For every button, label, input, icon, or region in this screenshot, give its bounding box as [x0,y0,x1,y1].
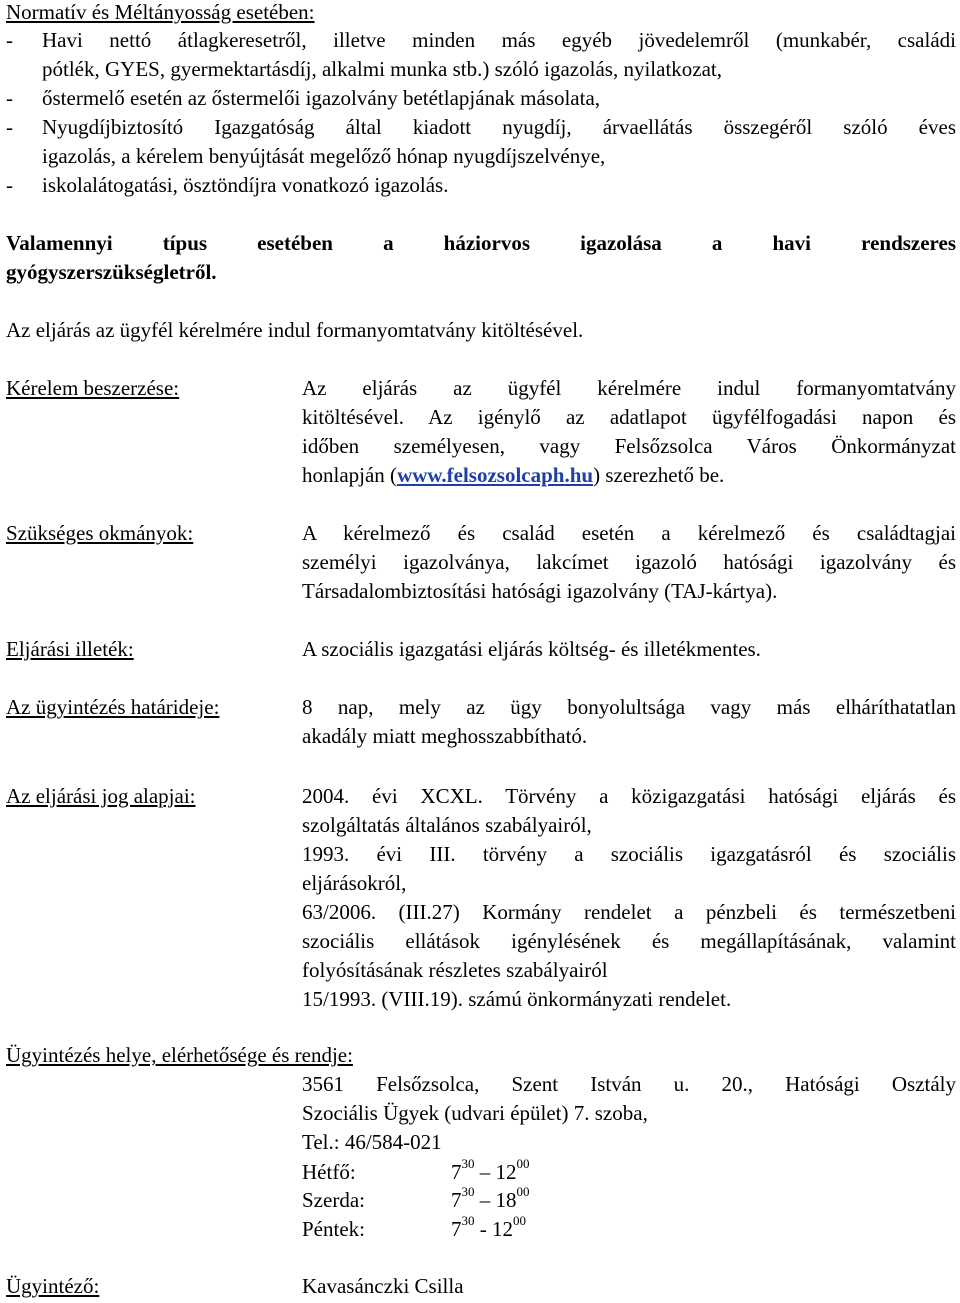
deadline-label: Az ügyintézés határideje: [6,695,220,719]
bullet-dash: - [6,28,13,52]
list-item-text: iskolalátogatási, ösztöndíjra vonatkozó igazolás. [42,173,449,197]
address-line-2: Szociális Ügyek (udvari épület) 7. szoba, [302,1101,648,1125]
phone-number: Tel.: 46/584-021 [302,1130,442,1154]
hours-time: $7^{30} - 12^{00}$ [451,1213,526,1241]
hours-time: $7^{30} - 12^{00}$ [451,1156,530,1184]
gp-certificate-note-cont: gyógyszerszükségletről. [6,260,217,284]
documents-label: Szükséges okmányok: [6,521,194,545]
section-title: Normatív és Méltányosság esetében: [6,0,315,24]
list-item-text: Havi nettó átlagkeresetről, illetve minden más egyéb jövedelemről (munkabér, családi [42,28,956,52]
clerk-name: Kavasánczki Csilla [302,1274,464,1298]
request-label: Kérelem beszerzése: [6,376,180,400]
location-label: Ügyintézés helye, elérhetősége és rendje: [6,1043,353,1067]
website-link[interactable]: www.felsozsolcaph.hu [397,463,594,487]
hours-day: Péntek: [302,1217,365,1241]
bullet-dash: - [6,86,13,110]
bullet-dash: - [6,173,13,197]
bullet-dash: - [6,115,13,139]
fee-label: Eljárási illeték: [6,637,134,661]
list-item-text: őstermelő esetén az őstermelői igazolvány betétlapjának másolata, [42,86,601,110]
legal-basis-text: 2004. évi XCXL. Törvény a közigazgatási hatósági eljárás és szolgáltatás általános szabályairól, 1993. évi III. törvény a szociális igazgatásról és szociális eljárásokról, 63/2006. (III.27) Kormány rendelet a pénzbeli és természetbeni szociális ellátások igénylésének és megállapításának, valamint folyósításának részletes szabályairól 15/1993. (VIII.19). számú önkormányzati rendelet. [302,784,956,1011]
documents-text: A kérelmező és család esetén a kérelmező és családtagjai személyi igazolványa, lakcímet igazoló hatósági igazolvány és Társadalombiztosítási hatósági igazolvány (TAJ-kártya). [302,521,956,603]
list-item-text: igazolás, a kérelem benyújtását megelőző hónap nyugdíjszelvénye, [42,144,606,168]
procedure-note: Az eljárás az ügyfél kérelmére indul formanyomtatvány kitöltésével. [6,318,584,342]
clerk-label: Ügyintéző: [6,1274,100,1298]
request-text: Az eljárás az ügyfél kérelmére indul formanyomtatvány kitöltésével. Az igénylő az adatlapot ügyfélfogadási napon és időben személyesen, vagy Felsőzsolca Város Önkormányzat honlapján (www.felsozsolcaph.hu) szerezhető be. [302,376,956,487]
gp-certificate-note: Valamennyi típus esetében a háziorvos igazolása a havi rendszeres [6,231,956,255]
fee-text: A szociális igazgatási eljárás költség- és illetékmentes. [302,637,761,661]
address-line-1: 3561 Felsőzsolca, Szent István u. 20., Hatósági Osztály [302,1072,956,1096]
hours-day: Hétfő: [302,1160,356,1184]
list-item-text: Nyugdíjbiztosító Igazgatóság által kiadott nyugdíj, árvaellátás összegéről szóló éves [42,115,956,139]
legal-basis-label: Az eljárási jog alapjai: [6,784,196,808]
list-item-text: pótlék, GYES, gyermektartásdíj, alkalmi munka stb.) szóló igazolás, nyilatkozat, [42,57,723,81]
hours-day: Szerda: [302,1188,365,1212]
deadline-text: 8 nap, mely az ügy bonyolultsága vagy más elháríthatatlan akadály miatt meghosszabbítható. [302,695,956,748]
hours-time: $7^{30} - 18^{00}$ [451,1184,530,1212]
